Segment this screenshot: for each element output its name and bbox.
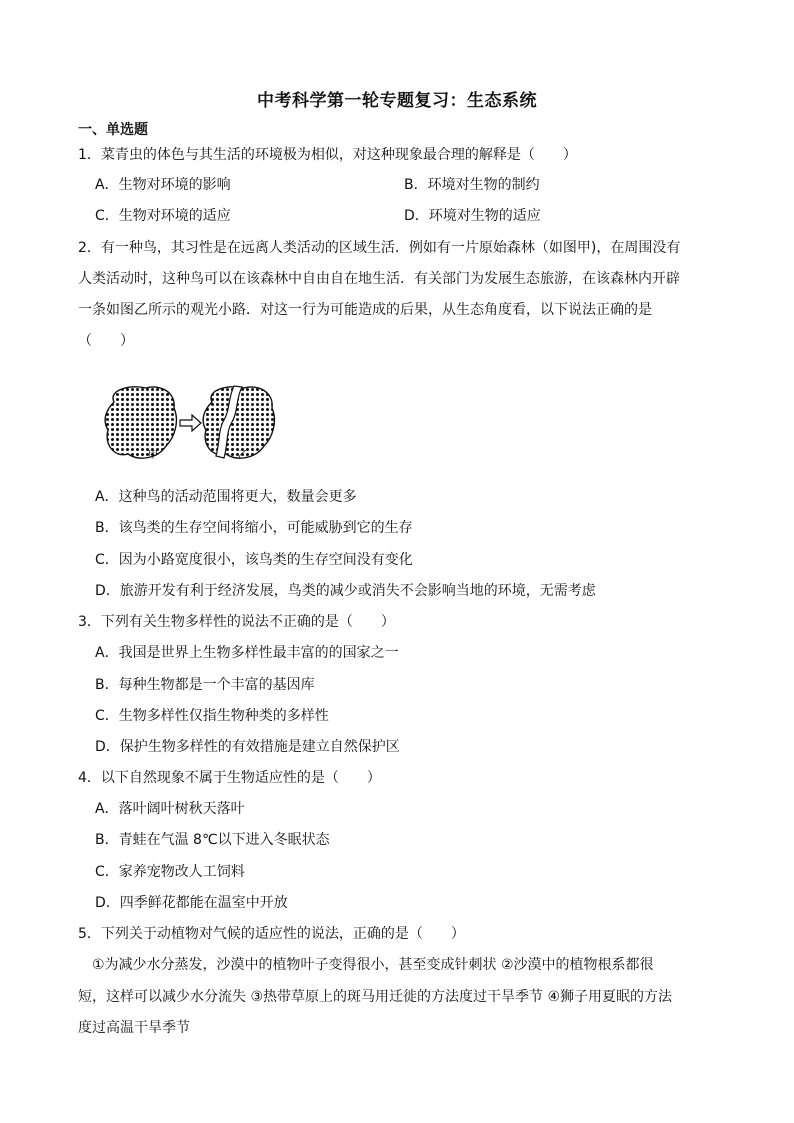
question-4-option-c: C．家养宠物改人工饲料 — [95, 864, 245, 880]
question-2-stem-line-3: 一条如图乙所示的观光小路．对这一行为可能造成的后果，从生态角度看，以下说法正确的是 — [78, 302, 652, 318]
page-title: 中考科学第一轮专题复习：生态系统 — [257, 91, 537, 111]
question-2-stem-line-4: （ ） — [78, 333, 134, 349]
question-1-option-a: A．生物对环境的影响 — [95, 177, 231, 193]
question-2-option-b: B．该鸟类的生存空间将缩小，可能威胁到它的生存 — [95, 520, 413, 536]
question-2-stem-line-1: 2．有一种鸟，其习性是在远离人类活动的区域生活．例如有一片原始森林（如图甲)，在周围没有 — [78, 240, 681, 256]
figure-label-b: 乙 — [238, 450, 248, 461]
question-4-option-d: D．四季鲜花都能在温室中开放 — [95, 895, 288, 911]
question-3-option-d: D．保护生物多样性的有效措施是建立自然保护区 — [95, 739, 400, 755]
question-5-statement-line-2: 短，这样可以减少水分流失 ③热带草原上的斑马用迁徙的方法度过干旱季节 ④狮子用夏眠的方法 — [78, 989, 672, 1005]
question-2-option-d: D．旅游开发有利于经济发展，鸟类的减少或消失不会影响当地的环境，无需考虑 — [95, 583, 596, 599]
question-4-stem: 4．以下自然现象不属于生物适应性的是（ ） — [78, 770, 381, 786]
question-1-option-d: D．环境对生物的适应 — [404, 208, 541, 224]
question-3-option-b: B．每种生物都是一个丰富的基因库 — [95, 677, 315, 693]
question-4-option-a: A．落叶阔叶树秋天落叶 — [95, 801, 245, 817]
forest-diagram — [100, 382, 280, 464]
question-1-option-c: C．生物对环境的适应 — [95, 208, 231, 224]
figure-label-a: 甲 — [148, 450, 158, 461]
question-3-option-c: C．生物多样性仅指生物种类的多样性 — [95, 708, 329, 724]
question-3-option-a: A．我国是世界上生物多样性最丰富的的国家之一 — [95, 645, 399, 661]
question-3-stem: 3．下列有关生物多样性的说法不正确的是（ ） — [78, 614, 395, 630]
arrow-icon — [180, 415, 201, 431]
question-5-statement-line-3: 度过高温干旱季节 — [78, 1020, 190, 1036]
question-2-stem-line-2: 人类活动时，这种鸟可以在该森林中自由自在地生活．有关部门为发展生态旅游，在该森林内开辟 — [78, 271, 680, 287]
question-1-option-b: B．环境对生物的制约 — [404, 177, 540, 193]
question-4-option-b: B．青蛙在气温 8℃以下进入冬眠状态 — [95, 832, 330, 848]
question-2-option-c: C．因为小路宽度很小，该鸟类的生存空间没有变化 — [95, 552, 413, 568]
question-1-stem: 1．菜青虫的体色与其生活的环境极为相似，对这种现象最合理的解释是（ ） — [78, 147, 577, 163]
section-heading: 一、单选题 — [78, 122, 148, 138]
question-5-statement-line-1: ①为减少水分蒸发，沙漠中的植物叶子变得很小，甚至变成针刺状 ②沙漠中的植物根系都很 — [92, 957, 654, 973]
question-5-stem: 5．下列关于动植物对气候的适应性的说法，正确的是（ ） — [78, 926, 465, 942]
forest-a-shape — [105, 387, 176, 458]
forest-figure — [100, 382, 280, 464]
question-2-option-a: A．这种鸟的活动范围将更大，数量会更多 — [95, 489, 357, 505]
